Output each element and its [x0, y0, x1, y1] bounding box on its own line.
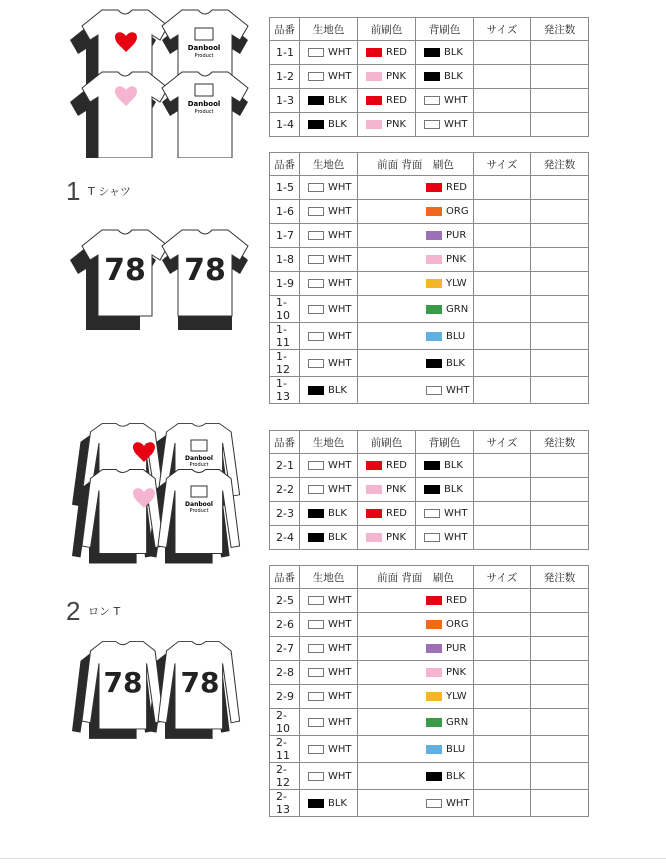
color-swatch [308, 799, 324, 808]
color-swatch [308, 207, 324, 216]
color-swatch [308, 745, 324, 754]
item-code: 2-6 [270, 613, 300, 637]
color-swatch [426, 692, 442, 701]
table-row [270, 478, 589, 502]
color-code: WHT [328, 484, 352, 495]
item-code: 1-10 [270, 296, 300, 323]
color-code: BLK [446, 770, 465, 782]
color-code: WHT [328, 182, 352, 193]
size-input[interactable] [474, 502, 531, 526]
item-code: 2-1 [270, 454, 300, 478]
size-input[interactable] [474, 454, 531, 478]
color-swatch [426, 799, 442, 808]
size-input[interactable] [474, 200, 531, 224]
color-code: WHT [446, 384, 470, 396]
color-code: YLW [446, 691, 467, 702]
color-code: PUR [446, 643, 467, 654]
color-code: WHT [328, 330, 352, 342]
column-header: 品番 [270, 431, 300, 454]
item-code: 2-7 [270, 637, 300, 661]
color-swatch [424, 461, 440, 470]
column-header: 前刷色 [358, 431, 416, 454]
color-code: WHT [328, 303, 352, 315]
quantity-input[interactable] [531, 272, 589, 296]
logo-text: Danbool [187, 100, 221, 108]
color-code: WHT [328, 278, 352, 289]
color-code: BLK [446, 357, 465, 369]
column-header: サイズ [474, 566, 531, 589]
item-code: 1-11 [270, 323, 300, 350]
section-number: 2 [66, 596, 81, 626]
size-input[interactable] [474, 637, 531, 661]
size-input[interactable] [474, 790, 531, 817]
table-row [270, 200, 589, 224]
color-code: WHT [328, 230, 352, 241]
size-input[interactable] [474, 65, 531, 89]
color-code: PNK [386, 484, 407, 495]
color-code: BLK [328, 508, 347, 519]
color-swatch [426, 279, 442, 288]
quantity-input[interactable] [531, 478, 589, 502]
size-input[interactable] [474, 296, 531, 323]
color-code: WHT [444, 508, 468, 519]
column-header: 前刷色 [358, 18, 416, 41]
item-code: 1-13 [270, 377, 300, 404]
quantity-input[interactable] [531, 323, 589, 350]
color-code: WHT [328, 595, 352, 606]
color-code: WHT [328, 254, 352, 265]
size-input[interactable] [474, 89, 531, 113]
color-code: ORG [446, 619, 469, 630]
table-row [270, 272, 589, 296]
color-code: WHT [328, 691, 352, 702]
size-input[interactable] [474, 224, 531, 248]
size-input[interactable] [474, 763, 531, 790]
item-code: 2-8 [270, 661, 300, 685]
quantity-input[interactable] [531, 200, 589, 224]
section-label: T シャツ [88, 185, 131, 198]
item-code: 1-6 [270, 200, 300, 224]
color-code: BLU [446, 743, 466, 755]
logo-text: Product [194, 53, 214, 59]
table-row [270, 613, 589, 637]
section-number: 1 [66, 176, 81, 206]
color-swatch [426, 620, 442, 629]
longsleeve-logo-illustration [70, 422, 250, 572]
quantity-input[interactable] [531, 224, 589, 248]
column-header: 生地色 [300, 566, 358, 589]
size-input[interactable] [474, 350, 531, 377]
size-input[interactable] [474, 661, 531, 685]
table-row [270, 454, 589, 478]
color-swatch [426, 644, 442, 653]
size-input[interactable] [474, 248, 531, 272]
color-swatch [426, 668, 442, 677]
color-code: PNK [446, 254, 467, 265]
section-label: ロン T [88, 605, 121, 618]
number-print: 78 [180, 666, 220, 699]
page-divider [0, 858, 666, 859]
quantity-input[interactable] [531, 89, 589, 113]
table-row [270, 637, 589, 661]
logo-text: Product [189, 462, 209, 468]
color-code: PNK [446, 667, 467, 678]
color-code: YLW [446, 278, 467, 289]
number-print: 78 [103, 666, 143, 699]
column-header: 発注数 [531, 153, 589, 176]
color-code: BLK [328, 384, 347, 396]
color-swatch [426, 183, 442, 192]
color-code: WHT [328, 357, 352, 369]
color-code: RED [446, 595, 467, 606]
size-input[interactable] [474, 685, 531, 709]
table-row [270, 502, 589, 526]
color-code: PNK [386, 71, 407, 82]
color-code: GRN [446, 716, 469, 728]
color-swatch [426, 386, 442, 395]
color-swatch [424, 96, 440, 105]
color-code: WHT [446, 797, 470, 809]
table-row [270, 248, 589, 272]
item-code: 2-13 [270, 790, 300, 817]
color-code: WHT [328, 770, 352, 782]
color-swatch [308, 668, 324, 677]
color-code: WHT [328, 460, 352, 471]
column-header: 発注数 [531, 566, 589, 589]
color-swatch [308, 48, 324, 57]
color-code: BLK [328, 797, 347, 809]
color-code: RED [446, 182, 467, 193]
color-swatch [424, 72, 440, 81]
quantity-input[interactable] [531, 526, 589, 550]
column-header: 生地色 [300, 431, 358, 454]
color-swatch [308, 120, 324, 129]
color-code: BLU [446, 330, 466, 342]
item-code: 1-5 [270, 176, 300, 200]
color-swatch [308, 485, 324, 494]
item-code: 1-12 [270, 350, 300, 377]
color-code: WHT [444, 119, 468, 130]
column-header: 品番 [270, 18, 300, 41]
color-swatch [308, 231, 324, 240]
color-swatch [424, 485, 440, 494]
number-print: 78 [184, 253, 226, 288]
color-code: BLK [444, 71, 463, 82]
column-header: 品番 [270, 153, 300, 176]
color-code: BLK [444, 460, 463, 471]
quantity-input[interactable] [531, 296, 589, 323]
tshirt-number-illustration [68, 228, 258, 333]
column-header: 前面 背面 刷色 [358, 566, 474, 589]
size-input[interactable] [474, 176, 531, 200]
column-header: 背刷色 [416, 431, 474, 454]
color-swatch [308, 72, 324, 81]
table-row [270, 89, 589, 113]
color-code: ORG [446, 206, 469, 217]
size-input[interactable] [474, 323, 531, 350]
color-swatch [366, 48, 382, 57]
order-table-split [269, 17, 589, 137]
color-code: WHT [328, 667, 352, 678]
logo-text: Product [189, 508, 209, 514]
size-input[interactable] [474, 613, 531, 637]
table-row [270, 589, 589, 613]
color-swatch [366, 120, 382, 129]
column-header: 発注数 [531, 18, 589, 41]
item-code: 1-9 [270, 272, 300, 296]
color-code: BLK [444, 484, 463, 495]
color-swatch [308, 644, 324, 653]
color-code: PUR [446, 230, 467, 241]
color-swatch [308, 772, 324, 781]
table-row [270, 790, 589, 817]
color-swatch [308, 359, 324, 368]
size-input[interactable] [474, 589, 531, 613]
color-swatch [366, 461, 382, 470]
color-code: WHT [444, 95, 468, 106]
color-swatch [426, 305, 442, 314]
size-input[interactable] [474, 113, 531, 137]
color-swatch [308, 305, 324, 314]
item-code: 2-2 [270, 478, 300, 502]
table-row [270, 176, 589, 200]
quantity-input[interactable] [531, 113, 589, 137]
size-input[interactable] [474, 478, 531, 502]
item-code: 2-4 [270, 526, 300, 550]
color-swatch [424, 533, 440, 542]
color-code: WHT [328, 643, 352, 654]
quantity-input[interactable] [531, 763, 589, 790]
size-input[interactable] [474, 41, 531, 65]
item-code: 2-12 [270, 763, 300, 790]
logo-text: Danbool [185, 501, 213, 508]
color-code: BLK [328, 532, 347, 543]
order-table-split [269, 430, 589, 550]
table-row [270, 224, 589, 248]
color-swatch [426, 207, 442, 216]
quantity-input[interactable] [531, 613, 589, 637]
table-row [270, 377, 589, 404]
quantity-input[interactable] [531, 176, 589, 200]
table-row [270, 709, 589, 736]
quantity-input[interactable] [531, 502, 589, 526]
item-code: 1-7 [270, 224, 300, 248]
order-table-merged [269, 565, 589, 817]
color-code: WHT [328, 743, 352, 755]
color-code: GRN [446, 303, 469, 315]
table-row [270, 65, 589, 89]
color-code: RED [386, 508, 407, 519]
quantity-input[interactable] [531, 350, 589, 377]
table-row [270, 41, 589, 65]
color-code: BLK [444, 47, 463, 58]
table-row [270, 736, 589, 763]
size-input[interactable] [474, 709, 531, 736]
column-header: 前面 背面 刷色 [358, 153, 474, 176]
quantity-input[interactable] [531, 637, 589, 661]
table-row [270, 661, 589, 685]
item-code: 1-3 [270, 89, 300, 113]
size-input[interactable] [474, 272, 531, 296]
color-swatch [426, 359, 442, 368]
color-swatch [308, 533, 324, 542]
quantity-input[interactable] [531, 377, 589, 404]
quantity-input[interactable] [531, 454, 589, 478]
color-swatch [308, 183, 324, 192]
color-code: WHT [328, 47, 352, 58]
color-code: WHT [328, 716, 352, 728]
color-swatch [308, 255, 324, 264]
logo-text: Danbool [185, 455, 213, 462]
color-code: WHT [328, 206, 352, 217]
column-header: 背刷色 [416, 18, 474, 41]
column-header: 生地色 [300, 18, 358, 41]
color-swatch [426, 745, 442, 754]
column-header: サイズ [474, 153, 531, 176]
color-code: BLK [328, 119, 347, 130]
color-swatch [426, 718, 442, 727]
order-table-merged [269, 152, 589, 404]
color-swatch [426, 772, 442, 781]
color-swatch [308, 692, 324, 701]
item-code: 2-10 [270, 709, 300, 736]
color-code: PNK [386, 119, 407, 130]
color-swatch [308, 596, 324, 605]
color-swatch [308, 279, 324, 288]
item-code: 1-2 [270, 65, 300, 89]
logo-text: Product [194, 109, 214, 115]
table-row [270, 113, 589, 137]
item-code: 2-9 [270, 685, 300, 709]
quantity-input[interactable] [531, 790, 589, 817]
color-swatch [308, 96, 324, 105]
color-code: RED [386, 47, 407, 58]
table-row [270, 296, 589, 323]
quantity-input[interactable] [531, 661, 589, 685]
color-swatch [308, 620, 324, 629]
quantity-input[interactable] [531, 589, 589, 613]
quantity-input[interactable] [531, 736, 589, 763]
color-swatch [308, 718, 324, 727]
color-swatch [366, 533, 382, 542]
color-swatch [308, 386, 324, 395]
quantity-input[interactable] [531, 41, 589, 65]
item-code: 2-11 [270, 736, 300, 763]
color-code: RED [386, 95, 407, 106]
color-swatch [366, 72, 382, 81]
color-swatch [308, 509, 324, 518]
color-swatch [426, 596, 442, 605]
column-header: 生地色 [300, 153, 358, 176]
color-swatch [424, 120, 440, 129]
column-header: 発注数 [531, 431, 589, 454]
column-header: サイズ [474, 18, 531, 41]
quantity-input[interactable] [531, 248, 589, 272]
quantity-input[interactable] [531, 685, 589, 709]
table-row [270, 763, 589, 790]
color-swatch [308, 332, 324, 341]
column-header: 品番 [270, 566, 300, 589]
table-row [270, 526, 589, 550]
size-input[interactable] [474, 526, 531, 550]
color-code: WHT [444, 532, 468, 543]
item-code: 1-8 [270, 248, 300, 272]
color-swatch [424, 509, 440, 518]
column-header: サイズ [474, 431, 531, 454]
color-swatch [366, 485, 382, 494]
size-input[interactable] [474, 377, 531, 404]
longsleeve-number-illustration [70, 640, 250, 740]
color-swatch [426, 231, 442, 240]
table-row [270, 350, 589, 377]
color-swatch [426, 332, 442, 341]
color-code: WHT [328, 71, 352, 82]
color-code: BLK [328, 95, 347, 106]
item-code: 2-3 [270, 502, 300, 526]
color-swatch [366, 96, 382, 105]
table-row [270, 323, 589, 350]
quantity-input[interactable] [531, 709, 589, 736]
tshirt-logo-illustration [68, 8, 258, 158]
color-code: RED [386, 460, 407, 471]
item-code: 2-5 [270, 589, 300, 613]
quantity-input[interactable] [531, 65, 589, 89]
color-swatch [308, 461, 324, 470]
color-code: WHT [328, 619, 352, 630]
color-swatch [426, 255, 442, 264]
number-print: 78 [104, 253, 146, 288]
table-row [270, 685, 589, 709]
color-code: PNK [386, 532, 407, 543]
size-input[interactable] [474, 736, 531, 763]
logo-text: Danbool [187, 44, 221, 52]
color-swatch [424, 48, 440, 57]
color-swatch [366, 509, 382, 518]
item-code: 1-4 [270, 113, 300, 137]
item-code: 1-1 [270, 41, 300, 65]
